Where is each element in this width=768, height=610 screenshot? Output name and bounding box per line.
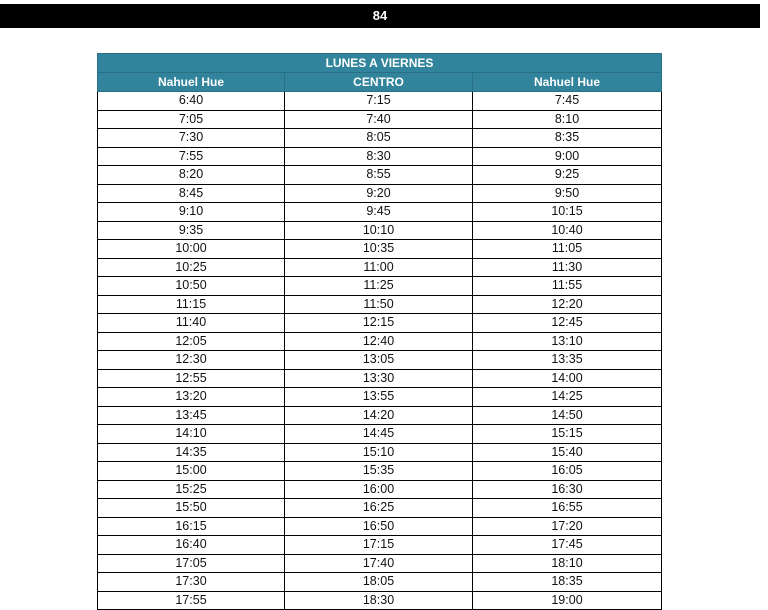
table-row (98, 591, 662, 610)
time-cell: 18:10 (473, 554, 662, 573)
time-cell: 9:35 (98, 221, 285, 240)
table-row (98, 295, 662, 314)
time-cell: 8:20 (98, 166, 285, 185)
time-cell: 7:40 (285, 110, 473, 129)
time-cell: 10:10 (285, 221, 473, 240)
table-row (98, 110, 662, 129)
time-cell: 16:55 (473, 499, 662, 518)
time-cell: 14:00 (473, 369, 662, 388)
column-header: CENTRO (285, 73, 473, 92)
time-cell: 10:35 (285, 240, 473, 259)
table-row (98, 240, 662, 259)
time-cell: 7:30 (98, 129, 285, 148)
time-cell: 12:30 (98, 351, 285, 370)
time-cell: 10:50 (98, 277, 285, 296)
time-cell: 7:45 (473, 92, 662, 111)
time-cell: 13:30 (285, 369, 473, 388)
timetable-title: LUNES A VIERNES (98, 54, 662, 73)
time-cell: 13:20 (98, 388, 285, 407)
time-cell: 12:55 (98, 369, 285, 388)
time-cell: 17:45 (473, 536, 662, 555)
time-cell: 12:40 (285, 332, 473, 351)
time-cell: 9:20 (285, 184, 473, 203)
time-cell: 15:15 (473, 425, 662, 444)
time-cell: 15:50 (98, 499, 285, 518)
time-cell: 13:10 (473, 332, 662, 351)
table-row (98, 147, 662, 166)
time-cell: 9:10 (98, 203, 285, 222)
time-cell: 8:30 (285, 147, 473, 166)
column-header: Nahuel Hue (473, 73, 662, 92)
time-cell: 18:35 (473, 573, 662, 592)
table-row (98, 166, 662, 185)
table-row (98, 351, 662, 370)
time-cell: 19:00 (473, 591, 662, 610)
time-cell: 13:45 (98, 406, 285, 425)
page-number: 84 (372, 8, 388, 23)
time-cell: 9:45 (285, 203, 473, 222)
time-cell: 18:30 (285, 591, 473, 610)
table-row (98, 332, 662, 351)
time-cell: 12:05 (98, 332, 285, 351)
page-number-bar (0, 4, 760, 28)
time-cell: 17:20 (473, 517, 662, 536)
table-row (98, 517, 662, 536)
time-cell: 16:30 (473, 480, 662, 499)
table-row (98, 369, 662, 388)
timetable-body (98, 92, 662, 610)
time-cell: 6:40 (98, 92, 285, 111)
time-cell: 14:25 (473, 388, 662, 407)
table-row (98, 184, 662, 203)
time-cell: 14:35 (98, 443, 285, 462)
time-cell: 8:55 (285, 166, 473, 185)
time-cell: 15:35 (285, 462, 473, 481)
time-cell: 17:30 (98, 573, 285, 592)
time-cell: 11:40 (98, 314, 285, 333)
time-cell: 16:40 (98, 536, 285, 555)
table-row (98, 406, 662, 425)
table-row (98, 425, 662, 444)
column-header: Nahuel Hue (98, 73, 285, 92)
table-row (98, 573, 662, 592)
table-row (98, 258, 662, 277)
time-cell: 13:05 (285, 351, 473, 370)
time-cell: 11:30 (473, 258, 662, 277)
bus-timetable (97, 53, 662, 610)
table-row (98, 203, 662, 222)
table-row (98, 314, 662, 333)
time-cell: 13:55 (285, 388, 473, 407)
time-cell: 16:00 (285, 480, 473, 499)
time-cell: 12:15 (285, 314, 473, 333)
time-cell: 12:45 (473, 314, 662, 333)
time-cell: 9:50 (473, 184, 662, 203)
table-row (98, 92, 662, 111)
time-cell: 10:25 (98, 258, 285, 277)
time-cell: 10:00 (98, 240, 285, 259)
table-row (98, 536, 662, 555)
table-row (98, 443, 662, 462)
time-cell: 14:45 (285, 425, 473, 444)
time-cell: 13:35 (473, 351, 662, 370)
time-cell: 15:40 (473, 443, 662, 462)
time-cell: 11:25 (285, 277, 473, 296)
time-cell: 17:15 (285, 536, 473, 555)
table-row (98, 554, 662, 573)
time-cell: 15:10 (285, 443, 473, 462)
time-cell: 9:25 (473, 166, 662, 185)
time-cell: 16:05 (473, 462, 662, 481)
time-cell: 11:55 (473, 277, 662, 296)
time-cell: 10:40 (473, 221, 662, 240)
time-cell: 12:20 (473, 295, 662, 314)
time-cell: 14:20 (285, 406, 473, 425)
time-cell: 17:40 (285, 554, 473, 573)
time-cell: 16:25 (285, 499, 473, 518)
time-cell: 11:50 (285, 295, 473, 314)
time-cell: 10:15 (473, 203, 662, 222)
time-cell: 16:50 (285, 517, 473, 536)
time-cell: 16:15 (98, 517, 285, 536)
time-cell: 15:00 (98, 462, 285, 481)
table-row (98, 388, 662, 407)
time-cell: 11:05 (473, 240, 662, 259)
time-cell: 9:00 (473, 147, 662, 166)
time-cell: 7:55 (98, 147, 285, 166)
table-row (98, 480, 662, 499)
time-cell: 8:05 (285, 129, 473, 148)
table-row (98, 499, 662, 518)
time-cell: 7:05 (98, 110, 285, 129)
time-cell: 8:10 (473, 110, 662, 129)
table-row (98, 462, 662, 481)
time-cell: 14:10 (98, 425, 285, 444)
table-row (98, 277, 662, 296)
time-cell: 7:15 (285, 92, 473, 111)
time-cell: 11:15 (98, 295, 285, 314)
timetable-header-row (98, 73, 662, 92)
time-cell: 15:25 (98, 480, 285, 499)
table-row (98, 221, 662, 240)
time-cell: 17:55 (98, 591, 285, 610)
time-cell: 17:05 (98, 554, 285, 573)
table-row (98, 129, 662, 148)
time-cell: 14:50 (473, 406, 662, 425)
time-cell: 8:45 (98, 184, 285, 203)
timetable-title-row (98, 54, 662, 73)
time-cell: 11:00 (285, 258, 473, 277)
time-cell: 8:35 (473, 129, 662, 148)
time-cell: 18:05 (285, 573, 473, 592)
